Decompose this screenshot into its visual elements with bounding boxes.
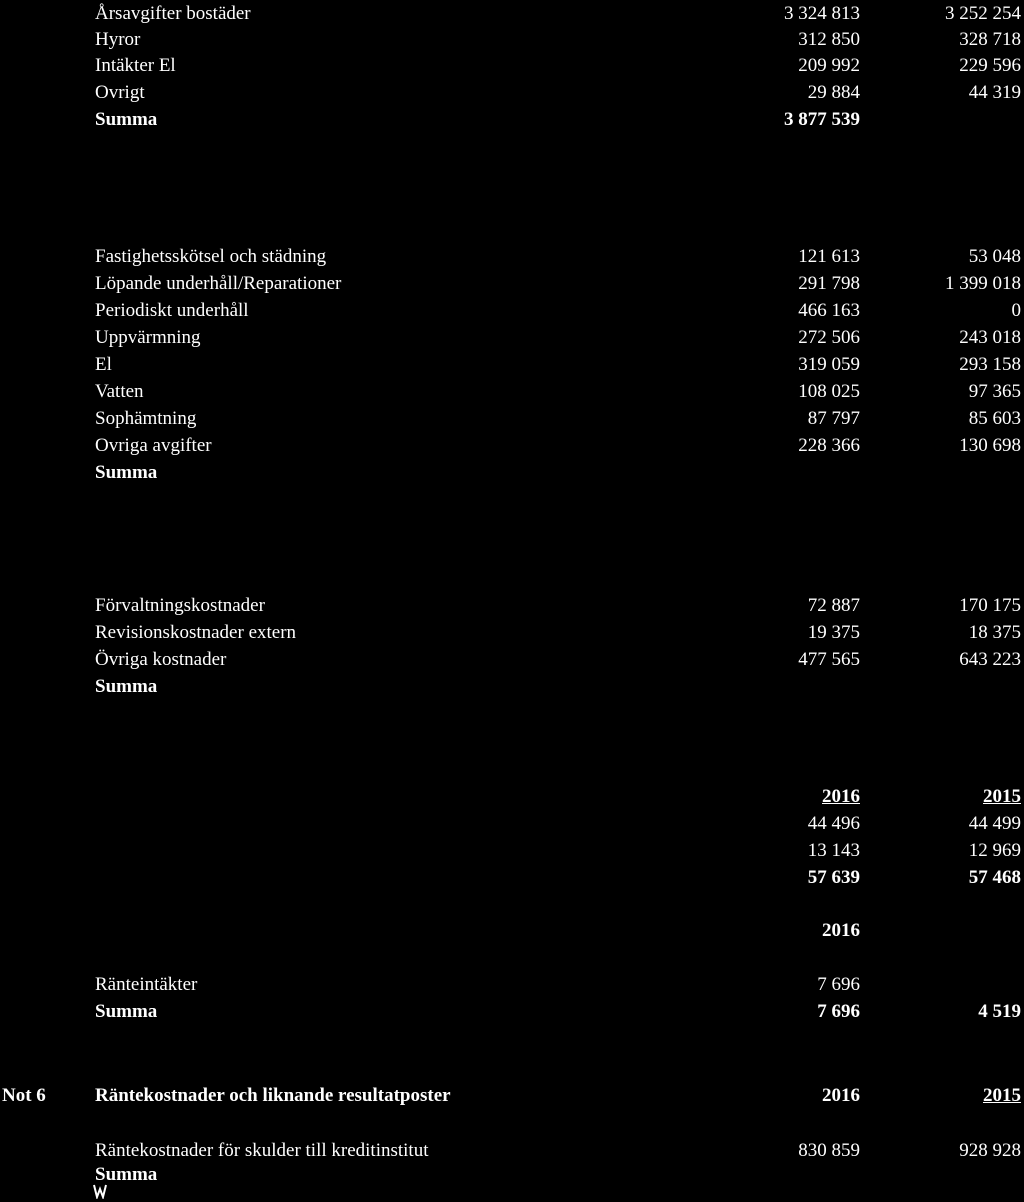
note6-row [0, 1138, 1024, 1164]
operating-row [0, 406, 1024, 432]
admin-row [0, 647, 1024, 673]
value-2016: 477 565 [798, 649, 860, 670]
income-row [0, 1, 1024, 27]
operating-row [0, 325, 1024, 351]
value-2016: 312 850 [798, 29, 860, 50]
value-2015: 928 928 [959, 1140, 1021, 1161]
row-label: Uppvärmning [95, 327, 201, 348]
value-2016: 466 163 [798, 300, 860, 321]
value-2015: 97 365 [968, 381, 1021, 402]
value-2016: 44 496 [807, 813, 860, 834]
value-2016: 209 992 [798, 55, 860, 76]
value-2016: 13 143 [807, 840, 860, 861]
interest-income-row [0, 972, 1024, 998]
note-title: Räntekostnader och liknande resultatposter [95, 1085, 451, 1106]
personnel-summa-row [0, 865, 1024, 891]
row-label: Förvaltningskostnader [95, 595, 265, 616]
income-summa-row [0, 107, 1024, 133]
value-2015: 130 698 [959, 435, 1021, 456]
personnel-row [0, 838, 1024, 864]
row-label: Vatten [95, 381, 144, 402]
operating-row [0, 271, 1024, 297]
summa-value-2015: 4 519 [978, 1001, 1021, 1022]
value-2016: 3 324 813 [784, 3, 860, 24]
row-label: Ränteintäkter [95, 974, 198, 995]
summa-label: Summa [95, 462, 158, 483]
value-2015: 229 596 [959, 55, 1021, 76]
row-label: Övriga kostnader [95, 649, 227, 670]
summa-value-2016: 7 696 [817, 1001, 860, 1022]
row-label: Räntekostnader för skulder till kreditinstitut [95, 1140, 429, 1161]
operating-row [0, 379, 1024, 405]
summa-label: Summa [95, 1164, 158, 1185]
value-2016: 19 375 [807, 622, 860, 643]
note-number: Not 6 [2, 1085, 46, 1106]
row-label: Ovriga avgifter [95, 435, 212, 456]
value-2015: 44 499 [968, 813, 1021, 834]
note6-header-row [0, 1083, 1024, 1109]
operating-row [0, 352, 1024, 378]
row-label: Årsavgifter bostäder [95, 3, 251, 24]
operating-row [0, 244, 1024, 270]
summa-value-2016: 57 639 [807, 867, 860, 888]
value-2016: 87 797 [807, 408, 860, 429]
row-label: Sophämtning [95, 408, 197, 429]
value-2016: 319 059 [798, 354, 860, 375]
summa-value-2015: 57 468 [968, 867, 1021, 888]
value-2016: 29 884 [807, 82, 860, 103]
interest-income-summa-row [0, 999, 1024, 1025]
value-2015: 643 223 [959, 649, 1021, 670]
row-label: Fastighetsskötsel och städning [95, 246, 327, 267]
value-2016: 121 613 [798, 246, 860, 267]
value-2015: 3 252 254 [945, 3, 1021, 24]
year-2016-header: 2016 [822, 920, 860, 941]
row-label: Ovrigt [95, 82, 145, 103]
value-2016: 228 366 [798, 435, 860, 456]
value-2015: 53 048 [968, 246, 1021, 267]
value-2015: 0 [1011, 300, 1021, 321]
value-2015: 328 718 [959, 29, 1021, 50]
income-row [0, 27, 1024, 53]
year-2016-header: 2016 [822, 1085, 860, 1106]
personnel-row [0, 811, 1024, 837]
summa-label: Summa [95, 109, 158, 130]
value-2015: 85 603 [968, 408, 1021, 429]
value-2015: 243 018 [959, 327, 1021, 348]
summa-label: Summa [95, 676, 158, 697]
year-2016-header: 2016 [822, 786, 860, 807]
income-row [0, 53, 1024, 79]
row-label: Hyror [95, 29, 141, 50]
personnel-header-row [0, 784, 1024, 810]
admin-row [0, 620, 1024, 646]
year-2015-header: 2015 [983, 786, 1021, 807]
row-label: Löpande underhåll/Reparationer [95, 273, 342, 294]
row-label: Periodiskt underhåll [95, 300, 249, 321]
value-2015: 12 969 [968, 840, 1021, 861]
interest-income-header-row [0, 918, 1024, 944]
value-2016: 108 025 [798, 381, 860, 402]
admin-row [0, 593, 1024, 619]
operating-row [0, 433, 1024, 459]
admin-summa-row [0, 674, 1024, 700]
scan-mark [93, 1183, 107, 1202]
operating-row [0, 298, 1024, 324]
value-2016: 291 798 [798, 273, 860, 294]
value-2016: 72 887 [807, 595, 860, 616]
value-2015: 293 158 [959, 354, 1021, 375]
value-2016: 830 859 [798, 1140, 860, 1161]
value-2015: 44 319 [968, 82, 1021, 103]
row-label: Revisionskostnader extern [95, 622, 297, 643]
income-row [0, 80, 1024, 106]
note6-summa-row [0, 1162, 1024, 1188]
year-2015-header: 2015 [983, 1085, 1021, 1106]
value-2015: 1 399 018 [945, 273, 1021, 294]
value-2015: 18 375 [968, 622, 1021, 643]
summa-value-2016: 3 877 539 [784, 109, 860, 130]
row-label: El [95, 354, 112, 375]
value-2016: 272 506 [798, 327, 860, 348]
value-2016: 7 696 [817, 974, 860, 995]
row-label: Intäkter El [95, 55, 176, 76]
value-2015: 170 175 [959, 595, 1021, 616]
summa-label: Summa [95, 1001, 158, 1022]
operating-summa-row [0, 460, 1024, 486]
